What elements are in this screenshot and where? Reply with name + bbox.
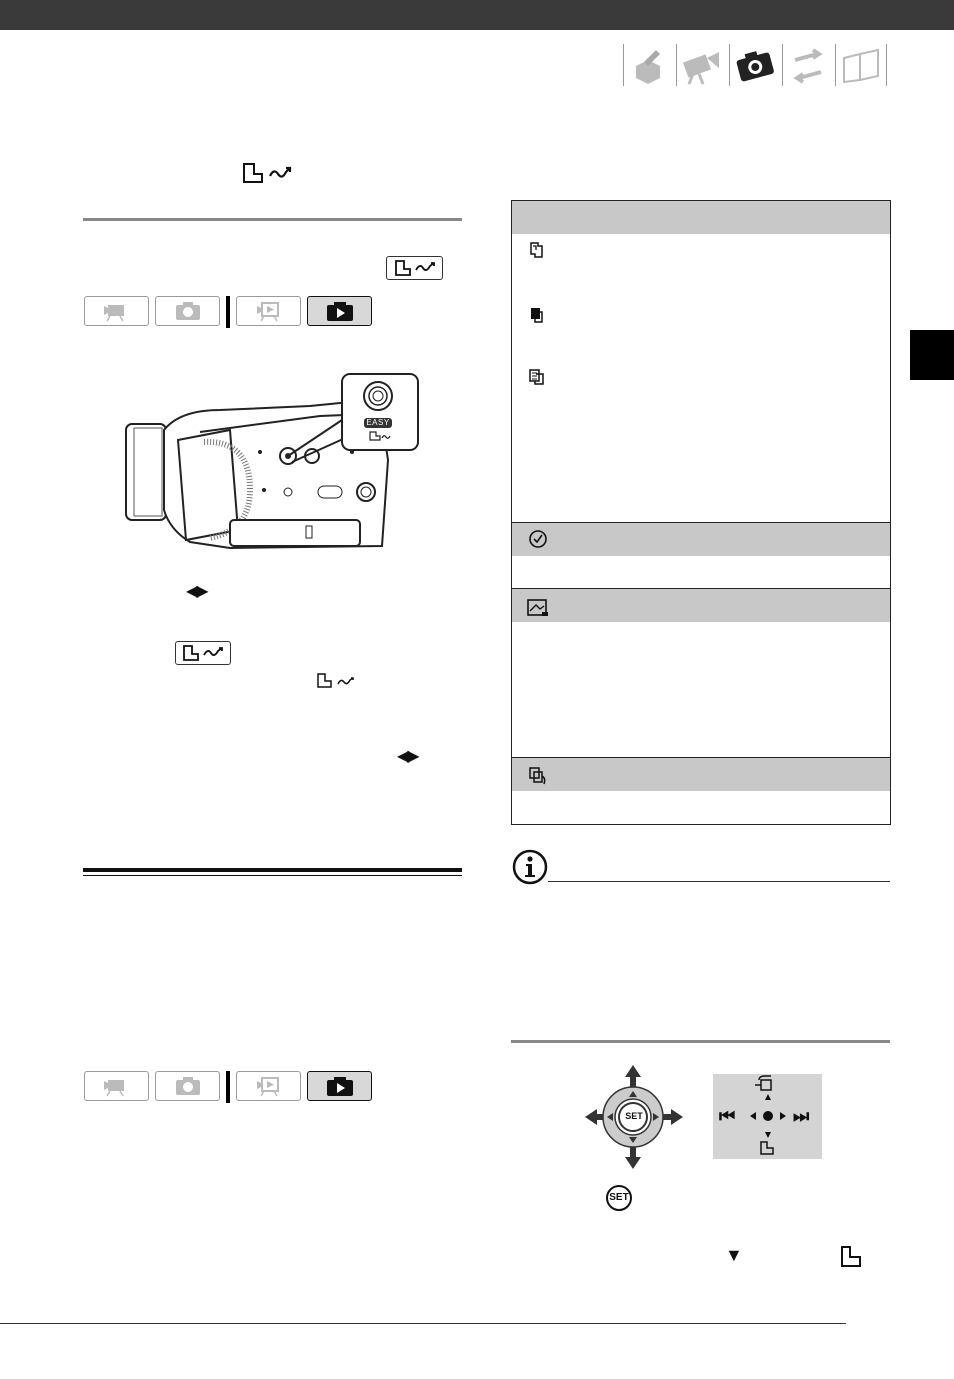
section-rule [511, 1040, 890, 1043]
chapter-separator [835, 44, 836, 86]
photo-play-mode [307, 1071, 372, 1101]
print-icon [838, 1245, 864, 1274]
options-table [511, 200, 891, 825]
image-icon [526, 598, 550, 623]
chapter-separator [886, 44, 887, 86]
skip-forward-icon: ⏭ [793, 1106, 810, 1126]
chapter-separator [676, 44, 677, 86]
photo-record-mode [155, 296, 220, 326]
section-rule-thin [83, 875, 462, 876]
movie-camera-icon[interactable] [679, 44, 725, 86]
easy-label: EASY [366, 418, 390, 427]
set-button[interactable] [605, 1184, 633, 1217]
top-bar [0, 0, 954, 30]
movie-play-mode [236, 1071, 301, 1101]
info-icon [512, 849, 548, 890]
section-rule [83, 218, 462, 221]
section-rule-thick [83, 868, 462, 872]
transfer-icon[interactable] [785, 44, 831, 86]
chapter-separator [782, 44, 783, 86]
table-header [512, 589, 890, 622]
print-all-icon [528, 306, 546, 329]
print-share-icon [240, 160, 300, 191]
mode-divider [226, 1071, 230, 1103]
set-label: SET [625, 1111, 643, 1121]
table-header [512, 758, 890, 791]
movie-record-mode [84, 1071, 149, 1101]
camcorder-illustration [120, 370, 420, 565]
book-icon[interactable] [838, 44, 884, 86]
single-print-icon [528, 241, 546, 264]
skip-back-icon: ⏮ [719, 1106, 736, 1126]
set-label: SET [609, 1192, 629, 1203]
table-header [512, 201, 890, 234]
photo-play-mode [307, 296, 372, 326]
multi-print-icon [528, 368, 546, 391]
table-header [512, 523, 890, 556]
chapter-separator [623, 44, 624, 86]
left-right-arrows-icon: ◀▶ [186, 583, 207, 600]
movie-record-mode [84, 296, 149, 326]
joystick-guide [713, 1074, 822, 1159]
copy-icon [528, 766, 548, 791]
print-share-icon [316, 672, 358, 695]
chapter-separator [729, 44, 730, 86]
footer-rule [0, 1323, 846, 1324]
down-arrow-icon: ▼ [725, 1245, 743, 1265]
camera-icon[interactable] [732, 44, 778, 86]
print-share-button[interactable] [175, 641, 231, 665]
left-right-arrows-icon: ◀▶ [397, 748, 418, 765]
print-share-button[interactable] [386, 256, 443, 280]
chapter-thumb-tab [910, 330, 954, 380]
note-rule [548, 881, 890, 882]
mode-divider [226, 296, 230, 328]
photo-record-mode [155, 1071, 220, 1101]
setup-icon[interactable] [626, 44, 672, 86]
joystick-icon[interactable] [585, 1063, 685, 1176]
movie-play-mode [236, 296, 301, 326]
timer-icon [528, 529, 548, 554]
